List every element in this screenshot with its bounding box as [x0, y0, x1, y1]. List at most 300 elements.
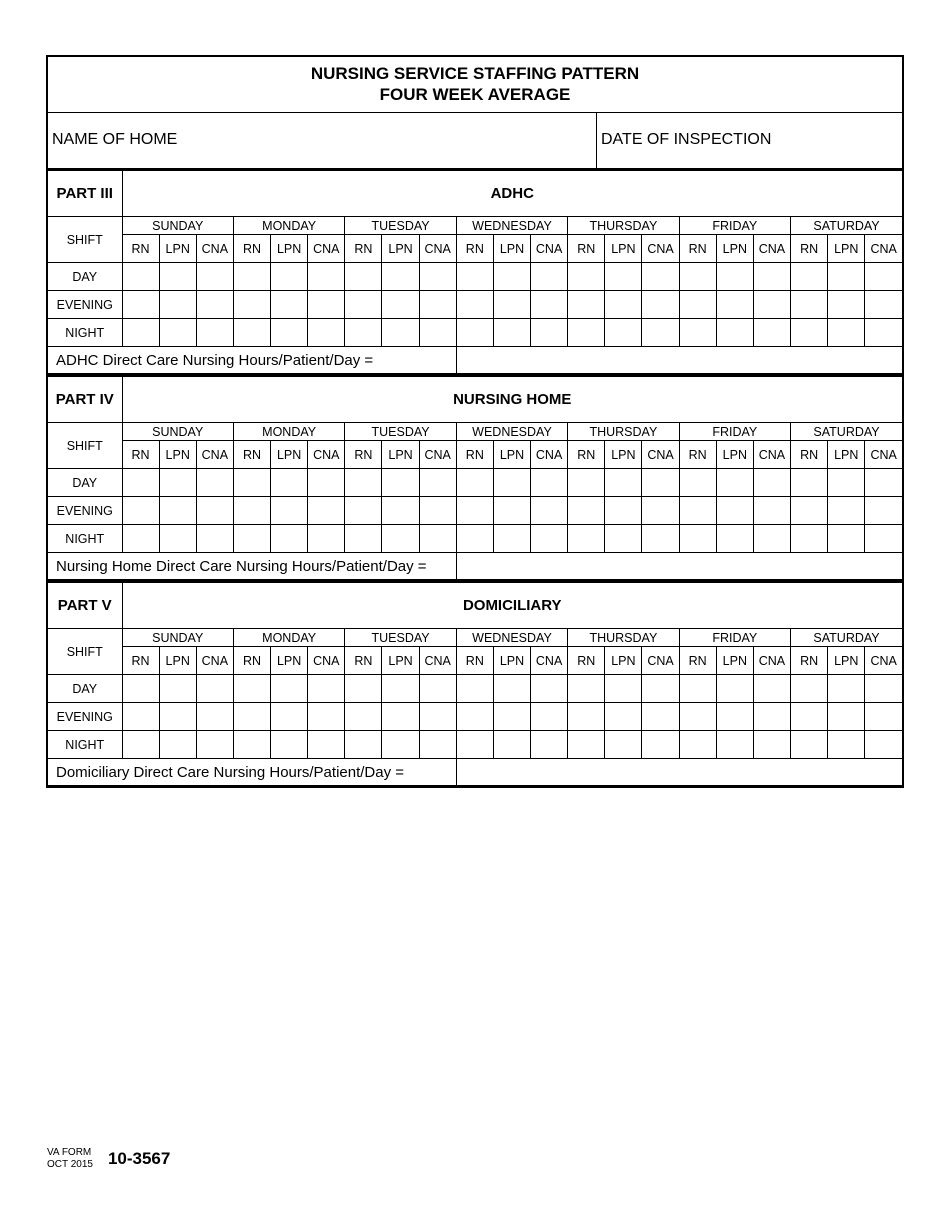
staffing-entry-cell[interactable]: [159, 319, 196, 347]
staffing-entry-cell[interactable]: [382, 319, 419, 347]
role-header: LPN: [828, 235, 865, 263]
staffing-entry-cell[interactable]: [345, 731, 382, 759]
part-title: NURSING HOME: [122, 377, 902, 423]
role-header: LPN: [493, 441, 530, 469]
role-header: CNA: [642, 441, 679, 469]
role-header: LPN: [159, 441, 196, 469]
staffing-entry-cell[interactable]: [679, 263, 716, 291]
staffing-entry-cell[interactable]: [308, 263, 345, 291]
staffing-entry-cell[interactable]: [753, 675, 790, 703]
staffing-entry-cell[interactable]: [493, 291, 530, 319]
shift-label: EVENING: [48, 703, 122, 731]
form-id-block: [47, 1147, 93, 1171]
total-hours-field[interactable]: [456, 553, 902, 580]
staffing-entry-cell[interactable]: [642, 469, 679, 497]
staffing-entry-cell[interactable]: [419, 675, 456, 703]
staffing-entry-cell[interactable]: [531, 319, 568, 347]
staffing-entry-cell[interactable]: [345, 469, 382, 497]
role-header: CNA: [531, 647, 568, 675]
staffing-entry-cell[interactable]: [493, 731, 530, 759]
staffing-entry-cell[interactable]: [828, 263, 865, 291]
staffing-entry-cell[interactable]: [196, 263, 233, 291]
shift-label: EVENING: [48, 497, 122, 525]
staffing-entry-cell[interactable]: [233, 263, 270, 291]
staffing-entry-cell[interactable]: [122, 469, 159, 497]
staffing-entry-cell[interactable]: [605, 319, 642, 347]
staffing-entry-cell[interactable]: [642, 525, 679, 553]
staffing-entry-cell[interactable]: [828, 469, 865, 497]
staffing-entry-cell[interactable]: [642, 731, 679, 759]
role-header: CNA: [531, 441, 568, 469]
staffing-entry-cell[interactable]: [456, 291, 493, 319]
role-header: CNA: [308, 235, 345, 263]
staffing-entry-cell[interactable]: [568, 263, 605, 291]
day-header: WEDNESDAY: [456, 423, 567, 441]
staffing-entry-cell[interactable]: [308, 675, 345, 703]
staffing-entry-cell[interactable]: [791, 497, 828, 525]
staffing-entry-cell[interactable]: [531, 497, 568, 525]
staffing-entry-cell[interactable]: [419, 291, 456, 319]
staffing-entry-cell[interactable]: [271, 469, 308, 497]
staffing-entry-cell[interactable]: [122, 525, 159, 553]
day-header: SUNDAY: [122, 629, 233, 647]
role-header: LPN: [605, 235, 642, 263]
staffing-entry-cell[interactable]: [345, 675, 382, 703]
staffing-entry-cell[interactable]: [753, 731, 790, 759]
role-header: CNA: [419, 235, 456, 263]
staffing-entry-cell[interactable]: [679, 525, 716, 553]
staffing-entry-cell[interactable]: [568, 675, 605, 703]
staffing-entry-cell[interactable]: [419, 525, 456, 553]
staffing-entry-cell[interactable]: [456, 525, 493, 553]
staffing-entry-cell[interactable]: [233, 731, 270, 759]
staffing-entry-cell[interactable]: [233, 497, 270, 525]
role-header: LPN: [828, 647, 865, 675]
staffing-entry-cell[interactable]: [419, 263, 456, 291]
staffing-entry-cell[interactable]: [679, 703, 716, 731]
staffing-entry-cell[interactable]: [196, 291, 233, 319]
staffing-entry-cell[interactable]: [642, 291, 679, 319]
role-header: RN: [456, 441, 493, 469]
shift-label: NIGHT: [48, 731, 122, 759]
staffing-entry-cell[interactable]: [828, 731, 865, 759]
part-label: PART III: [48, 171, 122, 217]
role-header: LPN: [382, 441, 419, 469]
staffing-entry-cell[interactable]: [568, 703, 605, 731]
staffing-entry-cell[interactable]: [716, 319, 753, 347]
staffing-entry-cell[interactable]: [382, 497, 419, 525]
day-header: FRIDAY: [679, 629, 790, 647]
shift-label: DAY: [48, 469, 122, 497]
staffing-entry-cell[interactable]: [605, 469, 642, 497]
staffing-entry-cell[interactable]: [159, 263, 196, 291]
staffing-entry-cell[interactable]: [716, 291, 753, 319]
total-hours-label: ADHC Direct Care Nursing Hours/Patient/Day =: [48, 347, 456, 374]
total-hours-field[interactable]: [456, 347, 902, 374]
staffing-entry-cell[interactable]: [568, 497, 605, 525]
staffing-entry-cell[interactable]: [531, 525, 568, 553]
staffing-entry-cell[interactable]: [233, 525, 270, 553]
role-header: RN: [679, 441, 716, 469]
staffing-entry-cell[interactable]: [865, 703, 902, 731]
staffing-entry-cell[interactable]: [271, 731, 308, 759]
staffing-entry-cell[interactable]: [122, 675, 159, 703]
staffing-entry-cell[interactable]: [828, 703, 865, 731]
form-title-line2: FOUR WEEK AVERAGE: [379, 85, 571, 104]
staffing-entry-cell[interactable]: [419, 497, 456, 525]
shift-column-header: SHIFT: [48, 217, 122, 263]
staffing-entry-cell[interactable]: [382, 291, 419, 319]
staffing-entry-cell[interactable]: [493, 497, 530, 525]
staffing-entry-cell[interactable]: [865, 319, 902, 347]
staffing-entry-cell[interactable]: [531, 469, 568, 497]
staffing-entry-cell[interactable]: [122, 703, 159, 731]
staffing-entry-cell[interactable]: [605, 703, 642, 731]
staffing-entry-cell[interactable]: [271, 703, 308, 731]
role-header: CNA: [531, 235, 568, 263]
role-header: RN: [679, 235, 716, 263]
staffing-entry-cell[interactable]: [828, 291, 865, 319]
staffing-entry-cell[interactable]: [531, 263, 568, 291]
staffing-entry-cell[interactable]: [122, 497, 159, 525]
total-hours-field[interactable]: [456, 759, 902, 786]
staffing-entry-cell[interactable]: [122, 263, 159, 291]
role-header: CNA: [865, 441, 902, 469]
role-header: RN: [456, 235, 493, 263]
staffing-entry-cell[interactable]: [716, 675, 753, 703]
staffing-entry-cell[interactable]: [196, 497, 233, 525]
staffing-entry-cell[interactable]: [828, 675, 865, 703]
staffing-entry-cell[interactable]: [233, 291, 270, 319]
staffing-entry-cell[interactable]: [605, 731, 642, 759]
staffing-entry-cell[interactable]: [271, 497, 308, 525]
shift-column-header: SHIFT: [48, 423, 122, 469]
role-header: LPN: [271, 441, 308, 469]
staffing-entry-cell[interactable]: [865, 497, 902, 525]
total-hours-label: Nursing Home Direct Care Nursing Hours/Patient/Day =: [48, 553, 456, 580]
staffing-entry-cell[interactable]: [642, 497, 679, 525]
staffing-entry-cell[interactable]: [308, 525, 345, 553]
staffing-entry-cell[interactable]: [679, 319, 716, 347]
day-header: TUESDAY: [345, 629, 456, 647]
staffing-entry-cell[interactable]: [753, 263, 790, 291]
shift-label: DAY: [48, 263, 122, 291]
staffing-entry-cell[interactable]: [233, 469, 270, 497]
staffing-entry-cell[interactable]: [791, 731, 828, 759]
staffing-entry-cell[interactable]: [493, 319, 530, 347]
staffing-entry-cell[interactable]: [568, 319, 605, 347]
day-header: SATURDAY: [791, 629, 902, 647]
staffing-entry-cell[interactable]: [382, 525, 419, 553]
role-header: LPN: [493, 235, 530, 263]
staffing-entry-cell[interactable]: [345, 291, 382, 319]
staffing-entry-cell[interactable]: [828, 525, 865, 553]
staffing-entry-cell[interactable]: [865, 731, 902, 759]
staffing-entry-cell[interactable]: [382, 731, 419, 759]
staffing-entry-cell[interactable]: [419, 703, 456, 731]
staffing-entry-cell[interactable]: [716, 525, 753, 553]
staffing-entry-cell[interactable]: [159, 525, 196, 553]
staffing-entry-cell[interactable]: [308, 703, 345, 731]
role-header: CNA: [196, 647, 233, 675]
staffing-entry-cell[interactable]: [196, 675, 233, 703]
role-header: RN: [568, 647, 605, 675]
staffing-entry-cell[interactable]: [865, 675, 902, 703]
staffing-entry-cell[interactable]: [493, 675, 530, 703]
staffing-entry-cell[interactable]: [308, 469, 345, 497]
part-title: ADHC: [122, 171, 902, 217]
staffing-entry-cell[interactable]: [456, 675, 493, 703]
staffing-entry-cell[interactable]: [122, 319, 159, 347]
role-header: CNA: [419, 441, 456, 469]
part-label: PART V: [48, 583, 122, 629]
role-header: LPN: [828, 441, 865, 469]
role-header: CNA: [865, 235, 902, 263]
day-header: MONDAY: [233, 423, 344, 441]
parts-container: [48, 170, 902, 786]
staffing-table: [48, 376, 902, 580]
staffing-entry-cell[interactable]: [419, 731, 456, 759]
role-header: LPN: [716, 647, 753, 675]
staffing-entry-cell[interactable]: [605, 525, 642, 553]
staffing-entry-cell[interactable]: [568, 469, 605, 497]
staffing-entry-cell[interactable]: [642, 319, 679, 347]
staffing-entry-cell[interactable]: [159, 703, 196, 731]
staffing-entry-cell[interactable]: [233, 675, 270, 703]
staffing-entry-cell[interactable]: [196, 469, 233, 497]
staffing-entry-cell[interactable]: [865, 263, 902, 291]
staffing-entry-cell[interactable]: [679, 731, 716, 759]
staffing-entry-cell[interactable]: [159, 291, 196, 319]
staffing-entry-cell[interactable]: [791, 469, 828, 497]
staffing-entry-cell[interactable]: [271, 675, 308, 703]
staffing-entry-cell[interactable]: [456, 497, 493, 525]
staffing-entry-cell[interactable]: [753, 525, 790, 553]
role-header: CNA: [865, 647, 902, 675]
staffing-entry-cell[interactable]: [382, 263, 419, 291]
staffing-entry-cell[interactable]: [828, 497, 865, 525]
staffing-entry-cell[interactable]: [196, 525, 233, 553]
role-header: LPN: [493, 647, 530, 675]
staffing-entry-cell[interactable]: [122, 731, 159, 759]
role-header: RN: [568, 441, 605, 469]
staffing-entry-cell[interactable]: [493, 263, 530, 291]
staffing-entry-cell[interactable]: [382, 675, 419, 703]
staffing-entry-cell[interactable]: [456, 319, 493, 347]
staffing-entry-cell[interactable]: [419, 319, 456, 347]
staffing-entry-cell[interactable]: [308, 291, 345, 319]
staffing-entry-cell[interactable]: [345, 319, 382, 347]
staffing-entry-cell[interactable]: [791, 525, 828, 553]
staffing-entry-cell[interactable]: [233, 319, 270, 347]
staffing-entry-cell[interactable]: [568, 525, 605, 553]
role-header: CNA: [308, 647, 345, 675]
part-section: [48, 582, 902, 786]
staffing-entry-cell[interactable]: [456, 703, 493, 731]
staffing-entry-cell[interactable]: [308, 497, 345, 525]
form-number: 10-3567: [107, 1149, 171, 1168]
role-header: RN: [233, 647, 270, 675]
role-header: CNA: [196, 235, 233, 263]
role-header: RN: [233, 235, 270, 263]
role-header: CNA: [753, 441, 790, 469]
staffing-entry-cell[interactable]: [345, 525, 382, 553]
shift-label: EVENING: [48, 291, 122, 319]
staffing-entry-cell[interactable]: [642, 675, 679, 703]
staffing-form: [46, 55, 904, 788]
role-header: CNA: [419, 647, 456, 675]
staffing-entry-cell[interactable]: [679, 497, 716, 525]
shift-label: DAY: [48, 675, 122, 703]
staffing-entry-cell[interactable]: [531, 703, 568, 731]
part-label: PART IV: [48, 377, 122, 423]
day-header: FRIDAY: [679, 423, 790, 441]
staffing-entry-cell[interactable]: [531, 731, 568, 759]
staffing-entry-cell[interactable]: [531, 675, 568, 703]
staffing-table: [48, 582, 902, 786]
staffing-entry-cell[interactable]: [196, 319, 233, 347]
staffing-entry-cell[interactable]: [716, 497, 753, 525]
day-header: THURSDAY: [568, 629, 679, 647]
day-header: MONDAY: [233, 629, 344, 647]
role-header: LPN: [159, 647, 196, 675]
staffing-entry-cell[interactable]: [308, 319, 345, 347]
form-label: VA FORM: [47, 1147, 92, 1158]
role-header: LPN: [382, 647, 419, 675]
staffing-entry-cell[interactable]: [865, 525, 902, 553]
staffing-entry-cell[interactable]: [865, 291, 902, 319]
staffing-entry-cell[interactable]: [642, 703, 679, 731]
day-header: SATURDAY: [791, 217, 902, 235]
staffing-entry-cell[interactable]: [753, 469, 790, 497]
staffing-entry-cell[interactable]: [568, 291, 605, 319]
role-header: RN: [345, 235, 382, 263]
staffing-entry-cell[interactable]: [568, 731, 605, 759]
staffing-entry-cell[interactable]: [679, 675, 716, 703]
staffing-entry-cell[interactable]: [456, 469, 493, 497]
role-header: CNA: [753, 235, 790, 263]
staffing-entry-cell[interactable]: [716, 469, 753, 497]
info-row: [48, 113, 902, 170]
role-header: RN: [345, 647, 382, 675]
part-title: DOMICILIARY: [122, 583, 902, 629]
day-header: WEDNESDAY: [456, 629, 567, 647]
staffing-entry-cell[interactable]: [791, 263, 828, 291]
staffing-entry-cell[interactable]: [122, 291, 159, 319]
role-header: CNA: [642, 235, 679, 263]
staffing-entry-cell[interactable]: [493, 525, 530, 553]
date-of-inspection-field[interactable]: [597, 113, 902, 168]
staffing-entry-cell[interactable]: [493, 703, 530, 731]
staffing-entry-cell[interactable]: [605, 675, 642, 703]
staffing-entry-cell[interactable]: [716, 263, 753, 291]
staffing-entry-cell[interactable]: [753, 497, 790, 525]
total-hours-label: Domiciliary Direct Care Nursing Hours/Patient/Day =: [48, 759, 456, 786]
staffing-entry-cell[interactable]: [456, 731, 493, 759]
staffing-entry-cell[interactable]: [419, 469, 456, 497]
staffing-entry-cell[interactable]: [679, 469, 716, 497]
staffing-entry-cell[interactable]: [716, 731, 753, 759]
staffing-entry-cell[interactable]: [716, 703, 753, 731]
staffing-entry-cell[interactable]: [828, 319, 865, 347]
role-header: LPN: [605, 647, 642, 675]
role-header: RN: [233, 441, 270, 469]
staffing-entry-cell[interactable]: [456, 263, 493, 291]
staffing-entry-cell[interactable]: [271, 525, 308, 553]
staffing-entry-cell[interactable]: [159, 469, 196, 497]
role-header: LPN: [382, 235, 419, 263]
staffing-entry-cell[interactable]: [159, 731, 196, 759]
form-date: OCT 2015: [47, 1159, 93, 1170]
shift-label: NIGHT: [48, 525, 122, 553]
role-header: RN: [791, 647, 828, 675]
staffing-entry-cell[interactable]: [233, 703, 270, 731]
part-section: [48, 376, 902, 582]
role-header: RN: [791, 441, 828, 469]
day-header: THURSDAY: [568, 423, 679, 441]
staffing-entry-cell[interactable]: [382, 703, 419, 731]
staffing-entry-cell[interactable]: [382, 469, 419, 497]
staffing-entry-cell[interactable]: [865, 469, 902, 497]
day-header: SATURDAY: [791, 423, 902, 441]
role-header: RN: [122, 441, 159, 469]
staffing-entry-cell[interactable]: [493, 469, 530, 497]
name-of-home-label: NAME OF HOME: [52, 131, 178, 148]
role-header: CNA: [753, 647, 790, 675]
staffing-entry-cell[interactable]: [642, 263, 679, 291]
staffing-entry-cell[interactable]: [345, 263, 382, 291]
staffing-entry-cell[interactable]: [271, 263, 308, 291]
staffing-entry-cell[interactable]: [679, 291, 716, 319]
staffing-entry-cell[interactable]: [196, 703, 233, 731]
staffing-entry-cell[interactable]: [605, 263, 642, 291]
staffing-table: [48, 170, 902, 374]
staffing-entry-cell[interactable]: [196, 731, 233, 759]
staffing-entry-cell[interactable]: [753, 703, 790, 731]
staffing-entry-cell[interactable]: [531, 291, 568, 319]
staffing-entry-cell[interactable]: [605, 291, 642, 319]
staffing-entry-cell[interactable]: [271, 291, 308, 319]
role-header: RN: [679, 647, 716, 675]
staffing-entry-cell[interactable]: [753, 291, 790, 319]
date-of-inspection-label: DATE OF INSPECTION: [601, 131, 772, 148]
staffing-entry-cell[interactable]: [791, 703, 828, 731]
staffing-entry-cell[interactable]: [308, 731, 345, 759]
staffing-entry-cell[interactable]: [345, 497, 382, 525]
role-header: LPN: [716, 235, 753, 263]
day-header: TUESDAY: [345, 423, 456, 441]
form-title: [48, 57, 902, 113]
day-header: SUNDAY: [122, 217, 233, 235]
day-header: SUNDAY: [122, 423, 233, 441]
role-header: LPN: [159, 235, 196, 263]
role-header: CNA: [196, 441, 233, 469]
day-header: THURSDAY: [568, 217, 679, 235]
staffing-entry-cell[interactable]: [753, 319, 790, 347]
staffing-entry-cell[interactable]: [345, 703, 382, 731]
staffing-entry-cell[interactable]: [159, 497, 196, 525]
day-header: WEDNESDAY: [456, 217, 567, 235]
staffing-entry-cell[interactable]: [791, 319, 828, 347]
staffing-entry-cell[interactable]: [159, 675, 196, 703]
staffing-entry-cell[interactable]: [791, 675, 828, 703]
staffing-entry-cell[interactable]: [271, 319, 308, 347]
day-header: TUESDAY: [345, 217, 456, 235]
name-of-home-field[interactable]: [48, 113, 597, 168]
shift-label: NIGHT: [48, 319, 122, 347]
staffing-entry-cell[interactable]: [791, 291, 828, 319]
staffing-entry-cell[interactable]: [605, 497, 642, 525]
